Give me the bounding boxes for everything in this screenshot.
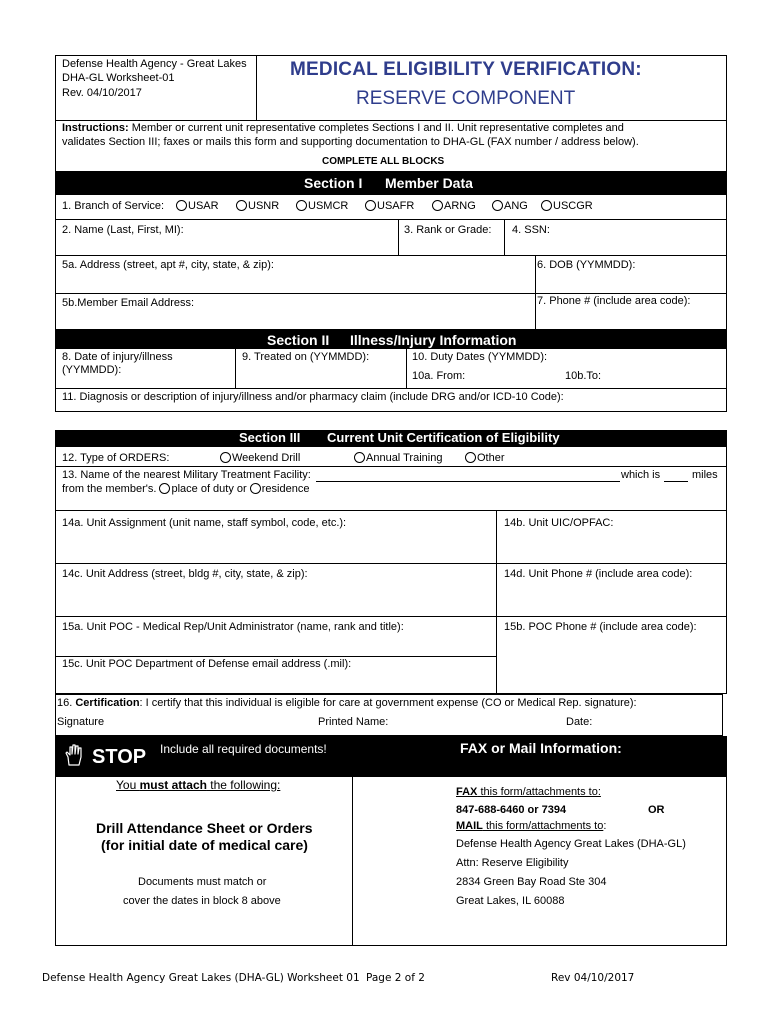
header-rev: Rev. 04/10/2017 <box>62 87 142 99</box>
unit-address-field[interactable]: 14c. Unit Address (street, bldg #, city, state, & zip): <box>62 568 308 580</box>
instructions-line2: validates Section III; faxes or mails this form and supporting documentation to DHA-GL (FAX number / address below). <box>62 136 639 148</box>
radio-button-icon[interactable] <box>220 452 231 463</box>
radio-button-icon[interactable] <box>354 452 365 463</box>
header-org: Defense Health Agency - Great Lakes <box>62 58 247 70</box>
injury-date-field[interactable]: 8. Date of injury/illness (YYMMDD): <box>62 351 173 376</box>
from-member-label: from the member's. place of duty or residence <box>62 483 310 495</box>
footer-rev: Rev 04/10/2017 <box>551 972 635 984</box>
address-field[interactable]: 5a. Address (street, apt #, city, state, & zip): <box>62 259 274 271</box>
branch-usar[interactable]: USAR <box>176 200 219 213</box>
orders-weekend-drill[interactable]: Weekend Drill <box>220 452 300 465</box>
residence-option[interactable]: residence <box>261 483 310 495</box>
radio-button-icon[interactable] <box>159 483 170 494</box>
dob-field[interactable]: 6. DOB (YYMMDD): <box>537 259 636 271</box>
section3-header: Section III Current Unit Certification of Eligibility <box>55 430 727 446</box>
duty-from-field[interactable]: 10a. From: <box>412 370 466 382</box>
orders-annual-training[interactable]: Annual Training <box>354 452 442 465</box>
branch-uscgr[interactable]: USCGR <box>541 200 593 213</box>
branch-label: 1. Branch of Service: <box>62 200 165 212</box>
ssn-field[interactable]: 4. SSN: <box>512 224 550 236</box>
stop-word: STOP <box>92 746 147 768</box>
branch-arng[interactable]: ARNG <box>432 200 476 213</box>
email-field[interactable]: 5b.Member Email Address: <box>62 297 195 309</box>
stop-bar <box>55 736 727 776</box>
branch-ang[interactable]: ANG <box>492 200 528 213</box>
footer-page: Page 2 of 2 <box>366 972 425 984</box>
radio-button-icon[interactable] <box>236 200 247 211</box>
instructions-line1: Instructions: Member or current unit representative completes Sections I and II. Unit representative completes and <box>62 122 624 134</box>
must-attach-label: You must attach the following: <box>116 778 281 792</box>
mail-address-4: Great Lakes, IL 60088 <box>456 895 565 907</box>
duty-dates-label: 10. Duty Dates (YYMMDD): <box>412 351 548 363</box>
or-label: OR <box>648 804 665 816</box>
radio-button-icon[interactable] <box>365 200 376 211</box>
diagnosis-field[interactable]: 11. Diagnosis or description of injury/illness and/or pharmacy claim (include DRG and/or ICD-10 Code): <box>62 391 564 403</box>
miles-input[interactable] <box>664 481 688 482</box>
poc-email-field[interactable]: 15c. Unit POC Department of Defense email address (.mil): <box>62 658 352 670</box>
mail-address-3: 2834 Green Bay Road Ste 304 <box>456 876 607 888</box>
mail-address-1: Defense Health Agency Great Lakes (DHA-GL) <box>456 838 686 850</box>
footer-left: Defense Health Agency Great Lakes (DHA-GL) Worksheet 01 <box>42 972 360 984</box>
duty-to-field[interactable]: 10b.To: <box>565 370 602 382</box>
orders-other[interactable]: Other <box>465 452 505 465</box>
poc-field[interactable]: 15a. Unit POC - Medical Rep/Unit Administrator (name, rank and title): <box>62 621 404 633</box>
place-of-duty-option[interactable]: place of duty or <box>171 483 247 495</box>
section2-header: Section II Illness/Injury Information <box>55 330 727 348</box>
mtf-label: 13. Name of the nearest Military Treatment Facility: <box>62 469 311 481</box>
name-field[interactable]: 2. Name (Last, First, MI): <box>62 224 184 236</box>
radio-button-icon[interactable] <box>432 200 443 211</box>
fax-mail-title: FAX or Mail Information: <box>460 740 622 756</box>
which-is-label: which is <box>621 469 661 481</box>
radio-button-icon[interactable] <box>296 200 307 211</box>
drill-attendance: Drill Attendance Sheet or Orders <box>96 820 313 836</box>
miles-label: miles <box>692 469 718 481</box>
treated-on-field[interactable]: 9. Treated on (YYMMDD): <box>242 351 370 363</box>
radio-button-icon[interactable] <box>176 200 187 211</box>
documents-match: Documents must match or <box>138 876 267 888</box>
branch-usafr[interactable]: USAFR <box>365 200 414 213</box>
include-documents: Include all required documents! <box>160 742 327 756</box>
unit-uic-field[interactable]: 14b. Unit UIC/OPFAC: <box>504 517 614 529</box>
orders-label: 12. Type of ORDERS: <box>62 452 170 464</box>
branch-usmcr[interactable]: USMCR <box>296 200 348 213</box>
unit-assignment-field[interactable]: 14a. Unit Assignment (unit name, staff symbol, code, etc.): <box>62 517 347 529</box>
rank-field[interactable]: 3. Rank or Grade: <box>404 224 492 236</box>
mail-label: MAIL this form/attachments to: <box>456 820 607 832</box>
page-subtitle: RESERVE COMPONENT <box>356 88 576 109</box>
section1-header: Section I Member Data <box>55 172 727 194</box>
unit-phone-field[interactable]: 14d. Unit Phone # (include area code): <box>504 568 693 580</box>
initial-date: (for initial date of medical care) <box>101 837 308 853</box>
date-field[interactable]: Date: <box>566 716 593 728</box>
mail-address-2: Attn: Reserve Eligibility <box>456 857 569 869</box>
radio-button-icon[interactable] <box>492 200 503 211</box>
signature-field[interactable]: Signature <box>57 716 105 728</box>
certification-text: 16. Certification: I certify that this individual is eligible for care at government expense (CO or Medical Rep. signature): <box>57 697 637 709</box>
printed-name-field[interactable]: Printed Name: <box>318 716 389 728</box>
fax-label: FAX this form/attachments to: <box>456 786 601 798</box>
instructions-label: Instructions: <box>62 122 129 134</box>
radio-button-icon[interactable] <box>465 452 476 463</box>
page-title: MEDICAL ELIGIBILITY VERIFICATION: <box>290 59 642 80</box>
header-worksheet: DHA-GL Worksheet-01 <box>62 72 175 84</box>
poc-phone-field[interactable]: 15b. POC Phone # (include area code): <box>504 621 697 633</box>
hand-icon <box>64 743 86 767</box>
attach-box <box>55 776 727 946</box>
radio-button-icon[interactable] <box>250 483 261 494</box>
mtf-input[interactable] <box>316 481 620 482</box>
phone-field[interactable]: 7. Phone # (include area code): <box>537 295 691 307</box>
complete-all-blocks: COMPLETE ALL BLOCKS <box>322 156 445 167</box>
cover-dates: cover the dates in block 8 above <box>123 895 281 907</box>
branch-usnr[interactable]: USNR <box>236 200 279 213</box>
fax-number: 847-688-6460 or 7394 <box>456 804 567 816</box>
radio-button-icon[interactable] <box>541 200 552 211</box>
